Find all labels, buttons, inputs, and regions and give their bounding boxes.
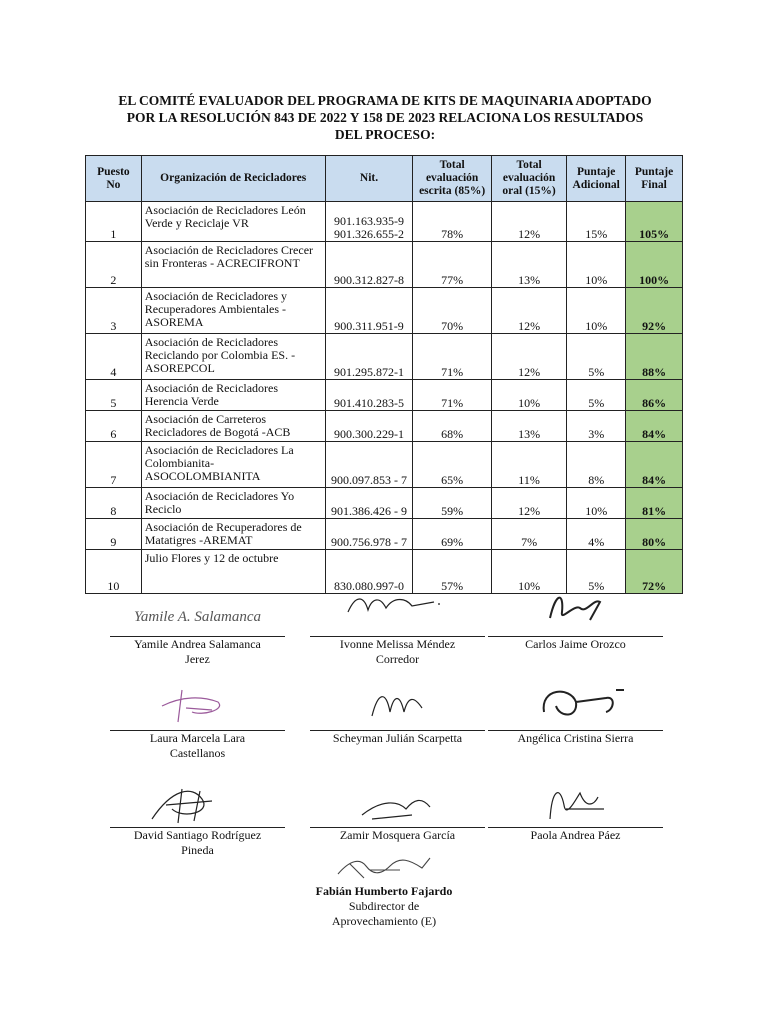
table-row xyxy=(86,442,683,488)
signature-block xyxy=(310,730,485,746)
signer-name: Fabián Humberto Fajardo xyxy=(315,884,453,898)
signature-block xyxy=(488,636,663,652)
table-row xyxy=(86,519,683,550)
table-row xyxy=(86,380,683,411)
header-organizacion: Organización de Recicladores xyxy=(141,156,325,202)
cell-puesto: 1 xyxy=(86,202,142,242)
title-line-3: DEL PROCESO: xyxy=(334,127,436,142)
signer-role-line-2: Aprovechamiento (E) xyxy=(331,914,437,928)
cell-adicional: 15% xyxy=(567,202,626,242)
cell-organizacion: Asociación de Recicladores y Recuperadores Ambientales - ASOREMA xyxy=(141,288,325,334)
cell-oral: 7% xyxy=(491,519,566,550)
cell-oral: 12% xyxy=(491,202,566,242)
signature-fabian xyxy=(330,852,440,884)
signature-name: Paola Andrea Páez xyxy=(530,828,621,842)
signature-name: Yamile Andrea Salamanca Jerez xyxy=(134,637,261,666)
cell-nit: 900.311.951-9 xyxy=(325,288,413,334)
cell-oral: 12% xyxy=(491,488,566,519)
cell-oral: 11% xyxy=(491,442,566,488)
cell-organizacion: Asociación de Recicladores Herencia Verde xyxy=(141,380,325,411)
header-nit: Nit. xyxy=(325,156,413,202)
cell-final: 84% xyxy=(626,411,683,442)
cell-escrita: 69% xyxy=(413,519,491,550)
signature-block xyxy=(488,730,663,746)
table-row xyxy=(86,334,683,380)
cell-puesto: 10 xyxy=(86,550,142,594)
cell-adicional: 10% xyxy=(567,488,626,519)
table-row xyxy=(86,242,683,288)
cell-organizacion: Asociación de Recuperadores de Matatigres -AREMAT xyxy=(141,519,325,550)
cell-final: 86% xyxy=(626,380,683,411)
signature-image xyxy=(520,779,630,827)
signer-role-line-1: Subdirector de xyxy=(348,899,420,913)
cell-puesto: 4 xyxy=(86,334,142,380)
cell-final: 81% xyxy=(626,488,683,519)
cell-adicional: 5% xyxy=(567,380,626,411)
cell-oral: 12% xyxy=(491,288,566,334)
header-adicional: Puntaje Adicional xyxy=(567,156,626,202)
cell-adicional: 3% xyxy=(567,411,626,442)
signature-name: Carlos Jaime Orozco xyxy=(525,637,626,651)
signature-name: David Santiago Rodríguez Pineda xyxy=(133,828,262,857)
cell-escrita: 71% xyxy=(413,380,491,411)
cell-adicional: 5% xyxy=(567,550,626,594)
signature-image xyxy=(142,779,252,827)
cell-nit: 900.300.229-1 xyxy=(325,411,413,442)
cell-oral: 13% xyxy=(491,242,566,288)
header-escrita: Total evaluación escrita (85%) xyxy=(413,156,491,202)
cell-organizacion: Asociación de Recicladores Yo Reciclo xyxy=(141,488,325,519)
signature-image xyxy=(520,682,630,730)
cell-nit: 901.410.283-5 xyxy=(325,380,413,411)
title-line-2: POR LA RESOLUCIÓN 843 DE 2022 Y 158 DE 2023 RELACIONA LOS RESULTADOS xyxy=(126,110,644,125)
signature-image xyxy=(342,779,452,827)
cell-nit: 900.312.827-8 xyxy=(325,242,413,288)
table-row xyxy=(86,202,683,242)
signature-name: Laura Marcela Lara Castellanos xyxy=(149,731,246,760)
cell-final: 84% xyxy=(626,442,683,488)
signature-script: Yamile A. Salamanca xyxy=(133,609,262,625)
cell-oral: 12% xyxy=(491,334,566,380)
signature-block xyxy=(488,827,663,843)
cell-puesto: 6 xyxy=(86,411,142,442)
cell-final: 100% xyxy=(626,242,683,288)
cell-adicional: 4% xyxy=(567,519,626,550)
cell-oral: 10% xyxy=(491,550,566,594)
cell-organizacion: Asociación de Recicladores Reciclando por Colombia ES. - ASOREPCOL xyxy=(141,334,325,380)
cell-escrita: 57% xyxy=(413,550,491,594)
cell-escrita: 70% xyxy=(413,288,491,334)
signature-block xyxy=(110,609,285,667)
cell-organizacion: Asociación de Carreteros Recicladores de Bogotá -ACB xyxy=(141,411,325,442)
cell-adicional: 8% xyxy=(567,442,626,488)
cell-escrita: 65% xyxy=(413,442,491,488)
cell-nit: 901.163.935-9 901.326.655-2 xyxy=(325,202,413,242)
cell-final: 92% xyxy=(626,288,683,334)
results-table xyxy=(85,155,683,594)
cell-final: 88% xyxy=(626,334,683,380)
document-title xyxy=(90,92,680,143)
cell-puesto: 8 xyxy=(86,488,142,519)
table-row xyxy=(86,411,683,442)
table-row xyxy=(86,488,683,519)
cell-nit: 830.080.997-0 xyxy=(325,550,413,594)
cell-oral: 10% xyxy=(491,380,566,411)
signature-image xyxy=(142,682,252,730)
cell-escrita: 71% xyxy=(413,334,491,380)
cell-puesto: 7 xyxy=(86,442,142,488)
signature-name: Ivonne Melissa Méndez Corredor xyxy=(339,637,456,666)
signature-name: Scheyman Julián Scarpetta xyxy=(332,731,463,745)
cell-organizacion: Asociación de Recicladores Crecer sin Fronteras - ACRECIFRONT xyxy=(141,242,325,288)
cell-escrita: 78% xyxy=(413,202,491,242)
cell-organizacion: Asociación de Recicladores León Verde y Reciclaje VR xyxy=(141,202,325,242)
cell-nit: 901.386.426 - 9 xyxy=(325,488,413,519)
cell-nit: 901.295.872-1 xyxy=(325,334,413,380)
cell-organizacion: Julio Flores y 12 de octubre xyxy=(141,550,325,594)
signature-block xyxy=(310,827,485,843)
cell-puesto: 5 xyxy=(86,380,142,411)
cell-nit: 900.097.853 - 7 xyxy=(325,442,413,488)
signer-block xyxy=(284,884,484,929)
cell-nit: 900.756.978 - 7 xyxy=(325,519,413,550)
signature-image xyxy=(520,588,630,636)
signature-image xyxy=(342,588,452,636)
cell-final: 80% xyxy=(626,519,683,550)
cell-adicional: 10% xyxy=(567,242,626,288)
cell-final: 105% xyxy=(626,202,683,242)
header-oral: Total evaluación oral (15%) xyxy=(491,156,566,202)
cell-puesto: 9 xyxy=(86,519,142,550)
cell-oral: 13% xyxy=(491,411,566,442)
title-line-1: EL COMITÉ EVALUADOR DEL PROGRAMA DE KITS DE MAQUINARIA ADOPTADO xyxy=(118,93,652,108)
header-final: Puntaje Final xyxy=(626,156,683,202)
signature-block xyxy=(110,827,285,858)
cell-organizacion: Asociación de Recicladores La Colombianita-ASOCOLOMBIANITA xyxy=(141,442,325,488)
cell-final: 72% xyxy=(626,550,683,594)
table-header-row xyxy=(86,156,683,202)
signature-name: Zamir Mosquera García xyxy=(339,828,456,842)
table-row xyxy=(86,288,683,334)
header-puesto: Puesto No xyxy=(86,156,142,202)
cell-puesto: 3 xyxy=(86,288,142,334)
cell-adicional: 10% xyxy=(567,288,626,334)
table-row xyxy=(86,550,683,594)
signature-image xyxy=(342,682,452,730)
cell-adicional: 5% xyxy=(567,334,626,380)
cell-escrita: 59% xyxy=(413,488,491,519)
signature-name: Angélica Cristina Sierra xyxy=(517,731,634,745)
signature-block xyxy=(310,636,485,667)
cell-escrita: 68% xyxy=(413,411,491,442)
cell-puesto: 2 xyxy=(86,242,142,288)
signature-block xyxy=(110,730,285,761)
cell-escrita: 77% xyxy=(413,242,491,288)
